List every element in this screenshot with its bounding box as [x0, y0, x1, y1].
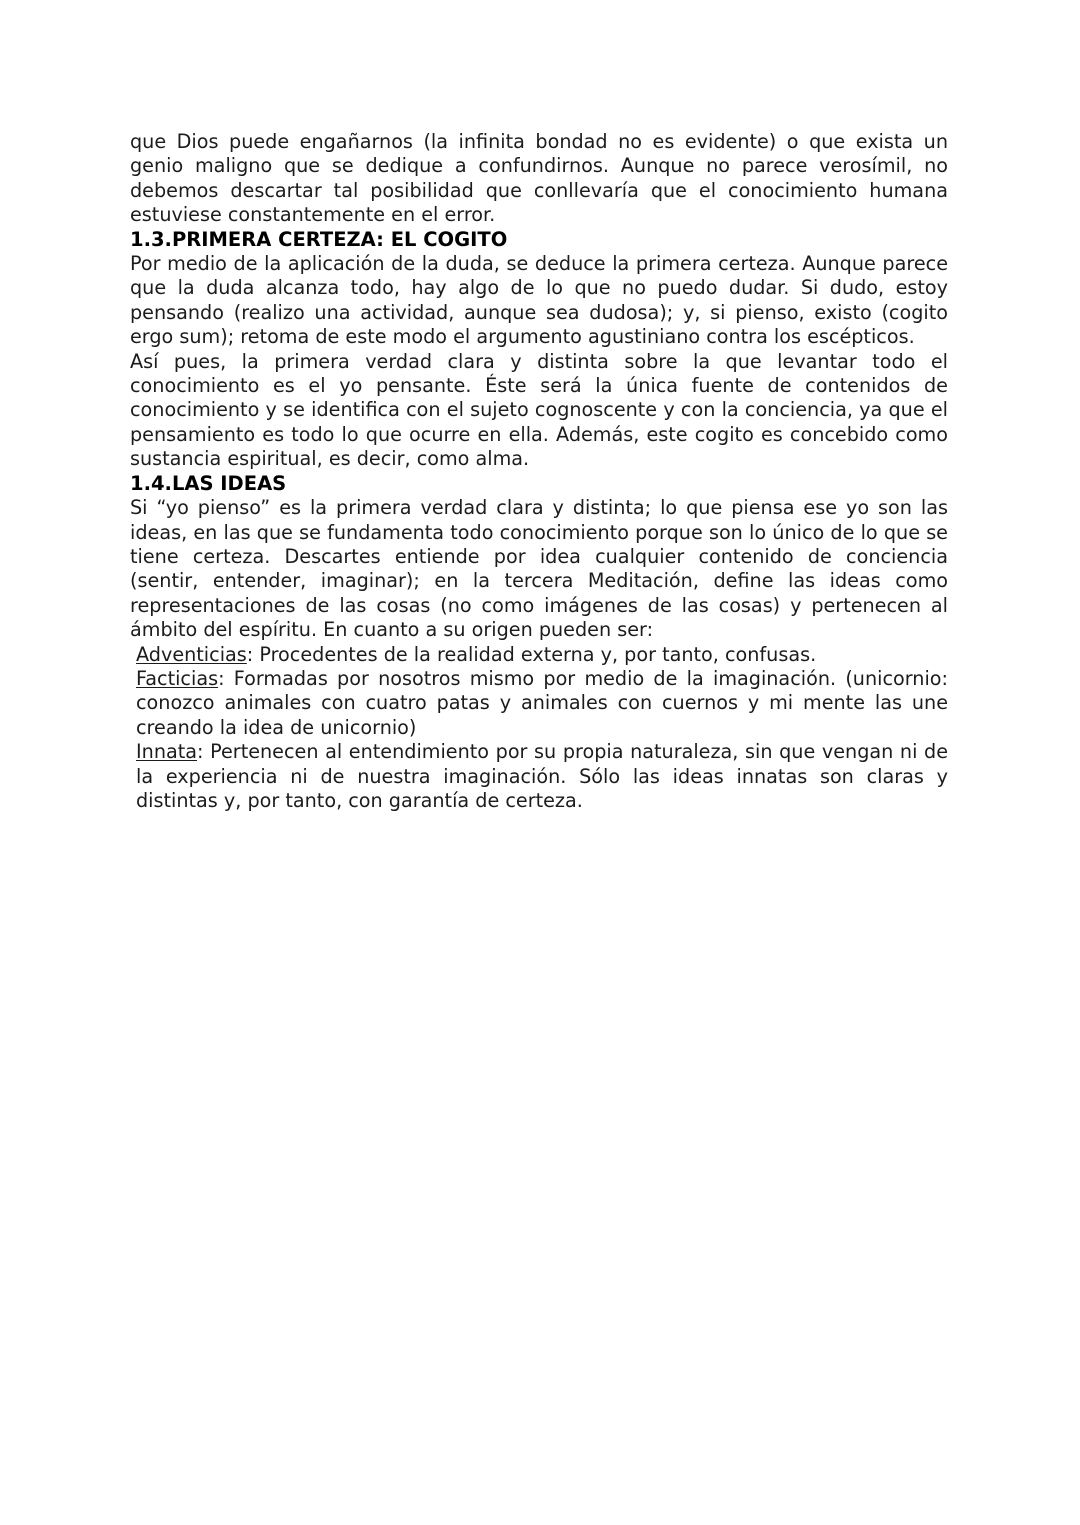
idea-type-adventicias	[130, 643, 948, 667]
cogito-paragraph-2: Así pues, la primera verdad clara y distinta sobre la que levantar todo el conocimiento es el yo pensante. Éste será la única fuente de contenidos de conocimiento y se identifica con el sujeto cognoscente y con la conciencia, ya que el pensamiento es todo lo que ocurre en ella. Además, este cogito es concebido como sustancia espiritual, es decir, como alma.	[130, 349, 948, 471]
intro-paragraph: que Dios puede engañarnos (la infinita bondad no es evidente) o que exista un genio maligno que se dedique a confundirnos. Aunque no parece verosímil, no debemos descartar tal posibilidad que conllevaría que el conocimiento humana estuviese constantemente en el error.	[130, 130, 948, 227]
idea-description: : Formadas por nosotros mismo por medio de la imaginación. (unicornio: conozco animales con cuatro patas y animales con cuernos y mi mente las une creando la idea de unicornio)	[136, 666, 948, 739]
idea-description: : Procedentes de la realidad externa y, por tanto, confusas.	[246, 642, 817, 666]
idea-type-innata	[130, 740, 948, 813]
idea-description: : Pertenecen al entendimiento por su propia naturaleza, sin que vengan ni de la experiencia ni de nuestra imaginación. Sólo las ideas innatas son claras y distintas y, por tanto, con garantía de certeza.	[136, 740, 948, 812]
idea-term: Adventicias	[136, 642, 247, 666]
idea-term: Innata	[136, 740, 198, 764]
section-heading-cogito: 1.3.PRIMERA CERTEZA: EL COGITO	[130, 227, 508, 251]
document-page	[130, 130, 948, 813]
cogito-paragraph-1: Por medio de la aplicación de la duda, se deduce la primera certeza. Aunque parece que la duda alcanza todo, hay algo de lo que no puedo dudar. Si dudo, estoy pensando (realizo una actividad, aunque sea dudosa); y, si pienso, existo (cogito ergo sum); retoma de este modo el argumento agustiniano contra los escépticos.	[130, 252, 948, 349]
section-heading-ideas: 1.4.LAS IDEAS	[130, 471, 287, 495]
ideas-paragraph: Si “yo pienso” es la primera verdad clara y distinta; lo que piensa ese yo son las ideas, en las que se fundamenta todo conocimiento porque son lo único de lo que se tiene certeza. Descartes entiende por idea cualquier contenido de conciencia (sentir, entender, imaginar); en la tercera Meditación, define las ideas como representaciones de las cosas (no como imágenes de las cosas) y pertenecen al ámbito del espíritu. En cuanto a su origen pueden ser:	[130, 496, 948, 642]
idea-term: Facticias	[136, 666, 219, 690]
idea-type-facticias	[130, 667, 948, 740]
